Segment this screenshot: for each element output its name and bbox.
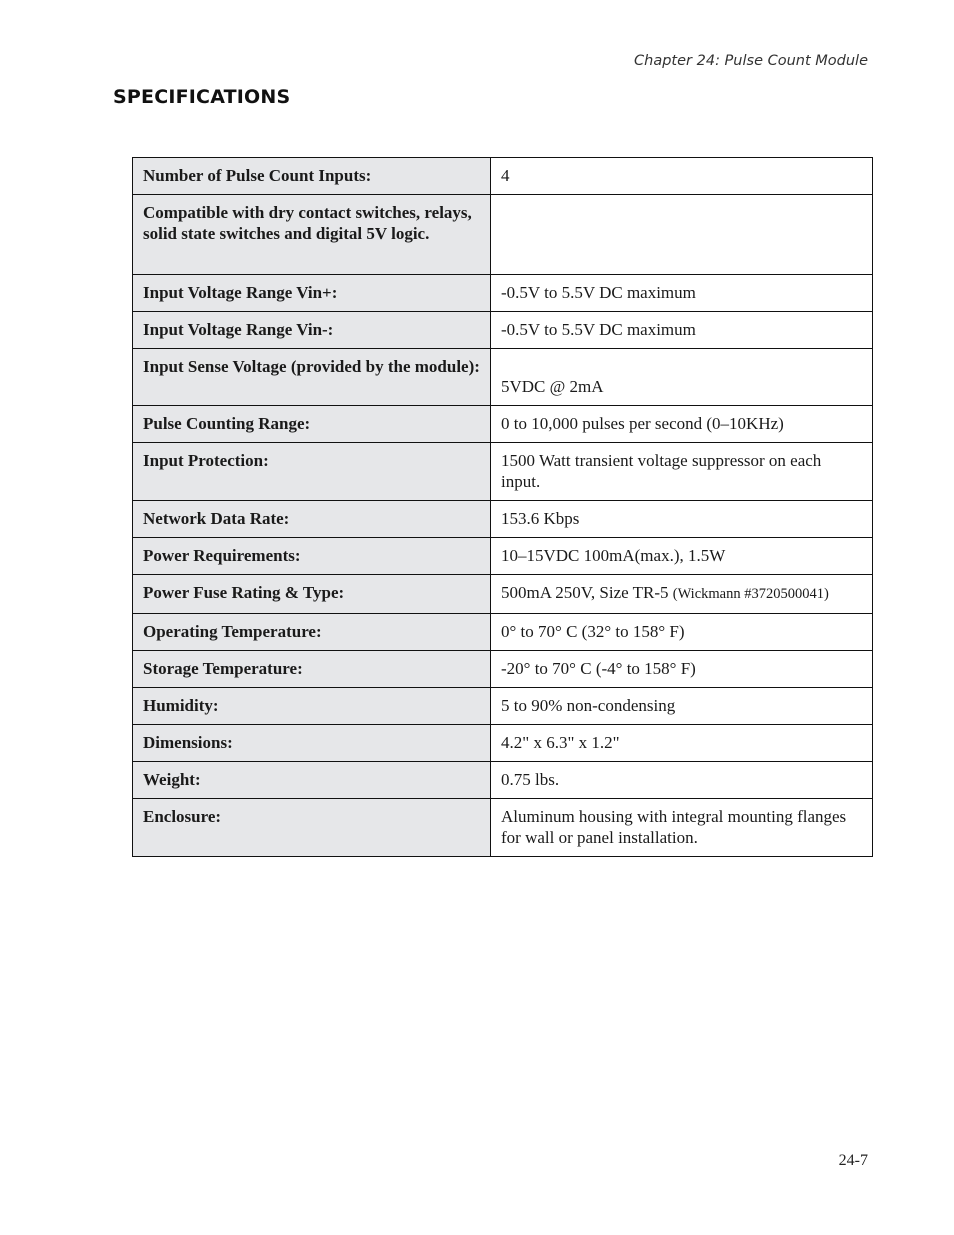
spec-label: Input Voltage Range Vin+:	[133, 275, 491, 312]
spec-label: Dimensions:	[133, 725, 491, 762]
spec-row-pulse-count-inputs	[133, 158, 873, 195]
spec-value: 4	[491, 158, 873, 195]
spec-label: Number of Pulse Count Inputs:	[133, 158, 491, 195]
spec-row-input-voltage-vin-minus	[133, 312, 873, 349]
spec-value: 10–15VDC 100mA(max.), 1.5W	[491, 538, 873, 575]
spec-label: Input Voltage Range Vin-:	[133, 312, 491, 349]
spec-value: 0° to 70° C (32° to 158° F)	[491, 614, 873, 651]
fuse-part-number: (Wickmann #3720500041)	[672, 586, 829, 602]
page-number: 24-7	[838, 1152, 868, 1169]
spec-label: Humidity:	[133, 688, 491, 725]
spec-value: -0.5V to 5.5V DC maximum	[491, 275, 873, 312]
spec-row-pulse-counting-range	[133, 406, 873, 443]
spec-row-input-protection	[133, 443, 873, 501]
spec-value: -0.5V to 5.5V DC maximum	[491, 312, 873, 349]
spec-label: Storage Temperature:	[133, 651, 491, 688]
spec-label: Compatible with dry contact switches, relays, solid state switches and digital 5V logic.	[133, 195, 491, 275]
spec-row-power-fuse	[133, 575, 873, 614]
spec-label: Power Fuse Rating & Type:	[133, 575, 491, 614]
spec-value: Aluminum housing with integral mounting flanges for wall or panel installation.	[491, 799, 873, 857]
spec-row-input-sense-voltage	[133, 349, 873, 406]
spec-value: 1500 Watt transient voltage suppressor on each input.	[491, 443, 873, 501]
spec-value: 0 to 10,000 pulses per second (0–10KHz)	[491, 406, 873, 443]
spec-value: 4.2" x 6.3" x 1.2"	[491, 725, 873, 762]
spec-row-power-requirements	[133, 538, 873, 575]
spec-row-compatibility	[133, 195, 873, 275]
spec-value: 153.6 Kbps	[491, 501, 873, 538]
spec-label: Enclosure:	[133, 799, 491, 857]
spec-row-storage-temperature	[133, 651, 873, 688]
spec-label: Input Protection:	[133, 443, 491, 501]
spec-value: -20° to 70° C (-4° to 158° F)	[491, 651, 873, 688]
spec-value: 5 to 90% non-condensing	[491, 688, 873, 725]
spec-label: Network Data Rate:	[133, 501, 491, 538]
spec-row-weight	[133, 762, 873, 799]
fuse-rating: 500mA 250V, Size TR-5	[501, 583, 669, 602]
spec-label: Power Requirements:	[133, 538, 491, 575]
spec-value	[491, 575, 873, 614]
spec-row-humidity	[133, 688, 873, 725]
spec-row-network-data-rate	[133, 501, 873, 538]
spec-value: 5VDC @ 2mA	[491, 349, 873, 406]
spec-label: Operating Temperature:	[133, 614, 491, 651]
spec-label: Weight:	[133, 762, 491, 799]
specifications-table	[132, 157, 873, 857]
running-head: Chapter 24: Pulse Count Module	[634, 53, 868, 69]
spec-value	[491, 195, 873, 275]
spec-value: 0.75 lbs.	[491, 762, 873, 799]
spec-row-input-voltage-vin-plus	[133, 275, 873, 312]
section-title: SPECIFICATIONS	[113, 86, 291, 108]
spec-label: Pulse Counting Range:	[133, 406, 491, 443]
spec-row-operating-temperature	[133, 614, 873, 651]
spec-label: Input Sense Voltage (provided by the module):	[133, 349, 491, 406]
spec-row-dimensions	[133, 725, 873, 762]
spec-row-enclosure	[133, 799, 873, 857]
